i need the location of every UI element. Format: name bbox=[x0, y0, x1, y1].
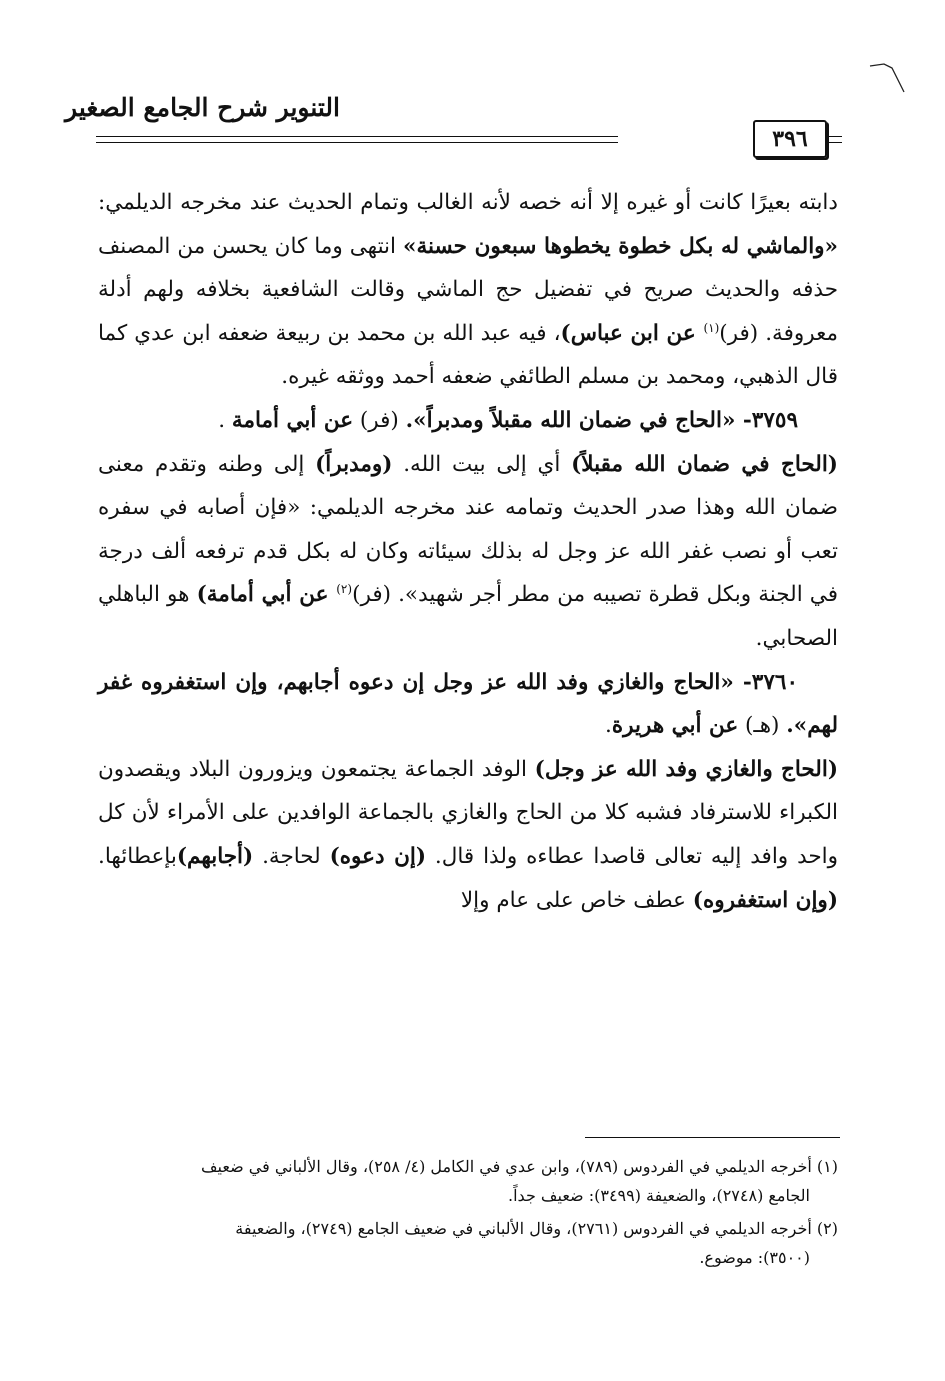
header-rule bbox=[828, 142, 842, 143]
footnote-1 bbox=[98, 1152, 838, 1210]
text-run: ، فيه عبد الله بن محمد بن ربيعة ضعفه ابن عدي كما قال الذهبي، ومحمد بن مسلم الطائفي ضعفه أحمد ووثقه غيره. bbox=[98, 320, 838, 390]
main-text bbox=[98, 181, 838, 922]
footnote-text: (١) أخرجه الديلمي في الفردوس (٧٨٩)، وابن عدي في الكامل (٤/ ٢٥٨)، وقال الألباني في ضعيف bbox=[200, 1157, 838, 1176]
source-code: (فر) bbox=[353, 407, 406, 433]
hadith-entry bbox=[98, 661, 838, 748]
text-run: الوفد الجماعة يجتمعون ويزورون البلاد ويقصدون الكبراء للاسترفاد فشبه كلا من الحاج والغازي بالجماعة الوافدين على الأمراء لأن كل واحد وافد إليه تعالى قاصدا عطاءه ولذا قال. bbox=[98, 756, 838, 869]
hadith-text: ٣٧٦٠- «الحاج والغازي وفد الله عز وجل إن دعوه أجابهم، وإن استغفروه غفر لهم». bbox=[98, 669, 838, 739]
text-run: لحاجة. bbox=[253, 843, 330, 869]
footnotes bbox=[98, 1152, 838, 1276]
footnote-text: الجامع (٢٧٤٨)، والضعيفة (٣٤٩٩): ضعيف جداً. bbox=[508, 1186, 810, 1205]
page-number: ٣٩٦ bbox=[753, 120, 827, 158]
paragraph bbox=[98, 181, 838, 399]
footnote-text: (٢) أخرجه الديلمي في الفردوس (٢٧٦١)، وقال الألباني في ضعيف الجامع (٢٧٤٩)، والضعيفة bbox=[235, 1219, 838, 1238]
text-run: . bbox=[605, 713, 612, 739]
text-run: . bbox=[218, 407, 232, 433]
footnote-separator bbox=[585, 1137, 840, 1138]
footnote-ref: (٢) bbox=[336, 582, 353, 597]
quoted-phrase: (أجابهم) bbox=[176, 843, 254, 869]
text-run: بإعطائها. bbox=[98, 843, 177, 869]
header-rule bbox=[96, 136, 618, 137]
hadith-entry bbox=[98, 399, 838, 443]
narrator: عن أبي أمامة bbox=[231, 407, 354, 433]
text-run: إلى وطنه وتقدم معنى ضمان الله وهذا صدر الحديث وتمامه عند مخرجه الديلمي: «فإن أصابه في سفره تعب أو نصب غفر الله عز وجل له بذلك سيئاته وكان له بكل قدم ترفعه ألف درجة في الجنة وبكل قطرة تصيبه من مطر أجر شهيد». (فر) bbox=[98, 451, 838, 608]
text-run: دابته بعيرًا كانت أو غيره إلا أنه خصه لأنه الغالب وتمام الحديث عند مخرجه الديلمي: bbox=[98, 190, 838, 215]
commentary bbox=[98, 748, 838, 922]
narrator: عن أبي أمامة) bbox=[196, 582, 337, 608]
footnote-2 bbox=[98, 1214, 838, 1272]
text-run: عطف خاص على عام وإلا bbox=[460, 887, 693, 913]
narrator: عن ابن عباس) bbox=[560, 320, 704, 346]
header-rule bbox=[828, 136, 842, 137]
hadith-text: ٣٧٥٩- «الحاج في ضمان الله مقبلاً ومدبراً». bbox=[405, 407, 798, 433]
source-code: (هـ) bbox=[738, 713, 787, 739]
text-run: أي إلى بيت الله. bbox=[392, 451, 572, 477]
footnote-ref: (١) bbox=[703, 320, 720, 335]
corner-pen-mark bbox=[868, 58, 908, 98]
narrator: عن أبي هريرة bbox=[611, 713, 739, 739]
running-title: التنوير شرح الجامع الصغير bbox=[65, 93, 340, 122]
quoted-phrase: (ومدبراً) bbox=[315, 451, 393, 477]
commentary bbox=[98, 443, 838, 661]
footnote-text: (٣٥٠٠): موضوع. bbox=[699, 1248, 810, 1267]
quoted-phrase: (الحاج والغازي وفد الله عز وجل) bbox=[534, 756, 839, 782]
quoted-phrase: (الحاج في ضمان الله مقبلاً) bbox=[571, 451, 838, 477]
header-rule bbox=[96, 142, 618, 143]
quoted-phrase: (إن دعوه) bbox=[329, 843, 427, 869]
text-run: انتهى وما كان يحسن من المصنف حذفه والحديث صريح في تفضيل حج الماشي وقالت الشافعية بخلافه ولهم أدلة معروفة. (فر) bbox=[98, 233, 838, 346]
quoted-phrase: (وإن استغفروه) bbox=[692, 887, 838, 913]
hadith-quote: «والماشي له بكل خطوة يخطوها سبعون حسنة» bbox=[403, 233, 838, 259]
text-run: هو الباهلي الصحابي. bbox=[98, 582, 838, 651]
